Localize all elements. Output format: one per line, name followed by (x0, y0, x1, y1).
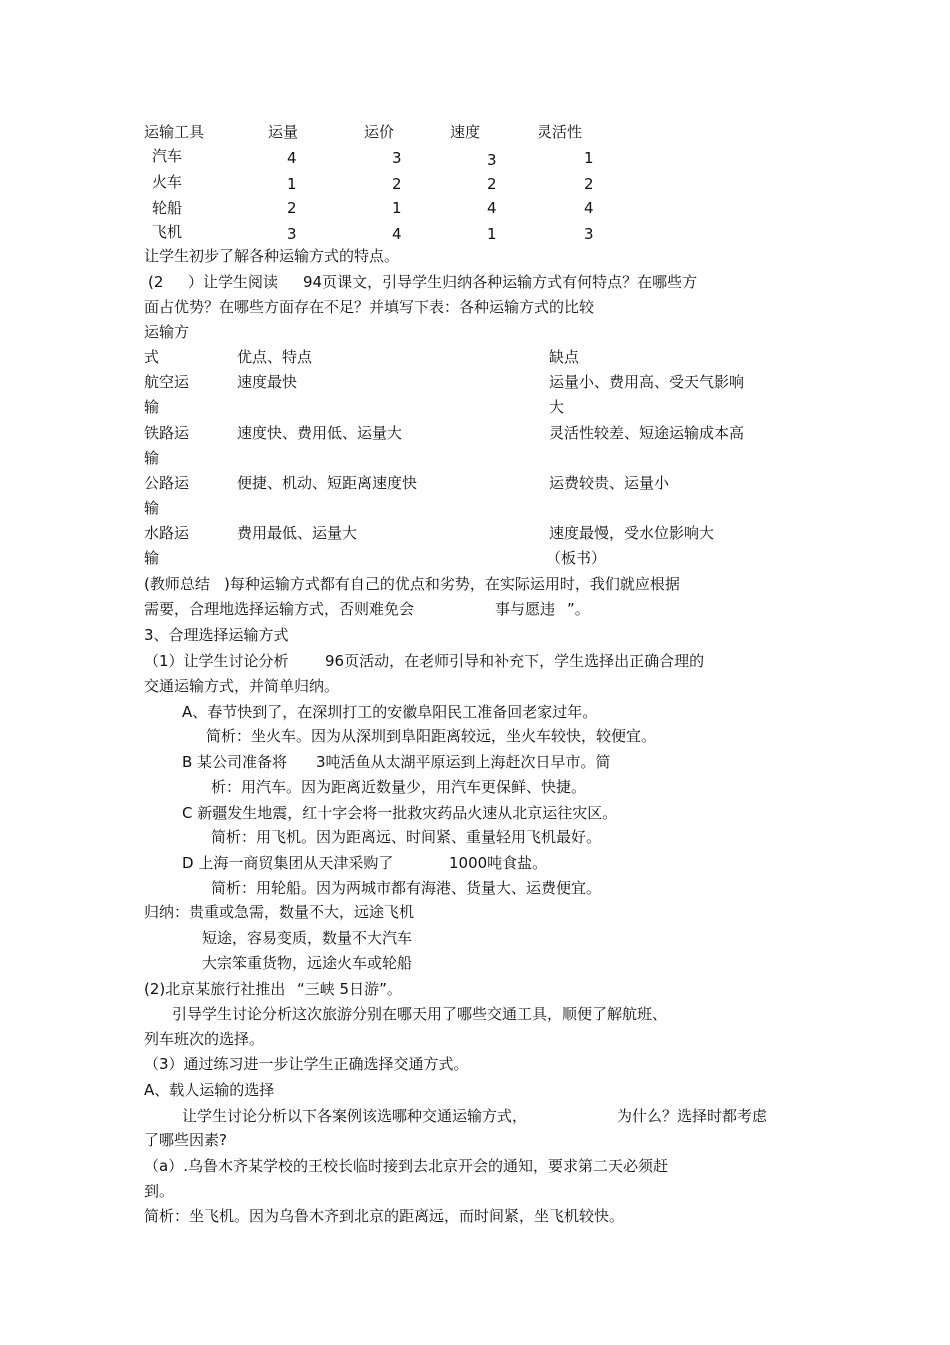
t1-header-price: 运价 (364, 123, 395, 141)
t2-row-mode: 输 (144, 398, 160, 416)
t2-row-pros: 速度最快 (237, 373, 298, 391)
p2-number: (2 (148, 273, 164, 291)
t2-row-cons: 运费较贵、运量小 (549, 474, 670, 492)
s3-p1: （1）让学生讨论分析 (144, 652, 289, 670)
t2-header-cons: 缺点 (549, 348, 580, 366)
conclusion: 短途，容易变质，数量不大汽车 (202, 929, 413, 947)
t2-row-mode: 输 (144, 449, 160, 467)
case-d: D 上海一商贸集团从天津采购了 (182, 854, 394, 872)
t1-row-cell: 1 (287, 175, 297, 193)
section-3-title: 3、合理选择运输方式 (144, 626, 289, 644)
subsection-a-title: A、载人运输的选择 (144, 1081, 275, 1099)
case-a-small: （a）.乌鲁木齐某学校的王校长临时接到去北京开会的通知，要求第二天必须赶 (144, 1157, 668, 1175)
s3-p1: 96页活动，在老师引导和补充下，学生选择出正确合理的 (325, 652, 705, 670)
t2-row-cons: 运量小、费用高、受天气影响 (549, 373, 745, 391)
s3-p2: 列车班次的选择。 (144, 1030, 265, 1048)
t1-row-cell: 轮船 (152, 199, 183, 217)
blackboard-note: （板书） (546, 549, 607, 567)
t1-row-cell: 4 (487, 199, 497, 217)
t2-row-cons: 灵活性较差、短途运输成本高 (549, 424, 745, 442)
t1-row-cell: 4 (584, 199, 594, 217)
p2-text: 94页课文，引导学生归纳各种运输方式有何特点？在哪些方 (303, 273, 698, 291)
t1-header-tool: 运输工具 (144, 123, 205, 141)
s3-p2: 引导学生讨论分析这次旅游分别在哪天用了哪些交通工具，顺便了解航班、 (172, 1005, 668, 1023)
t2-row-cons: 速度最慢，受水位影响大 (549, 524, 715, 542)
subsection-a-text: 为什么？选择时都考虑 (617, 1107, 768, 1125)
t1-row-cell: 1 (584, 149, 594, 167)
s3-p2: (2)北京某旅行社推出 (144, 980, 286, 998)
t1-header-flex: 灵活性 (537, 123, 583, 141)
t2-row-mode: 航空运 (144, 373, 190, 391)
case-d: 1000吨食盐。 (449, 854, 548, 872)
t2-row-cons: 大 (549, 398, 565, 416)
s3-p2: “三峡 5日游”。 (297, 980, 402, 998)
intro-paragraph: 让学生初步了解各种运输方式的特点。 (144, 247, 400, 265)
t1-row-cell: 3 (287, 225, 297, 243)
summary-text: (教师总结 (144, 575, 210, 593)
t1-row-cell: 2 (584, 175, 594, 193)
t1-row-cell: 3 (584, 225, 594, 243)
t1-row-cell: 3 (487, 151, 497, 169)
t2-row-mode: 输 (144, 549, 160, 567)
case-d-answer: 简析：用轮船。因为两城市都有海港、货量大、运费便宜。 (211, 879, 602, 897)
summary-text: ”。 (567, 600, 590, 618)
t1-row-cell: 1 (392, 199, 402, 217)
t2-header-mode: 运输方 (144, 323, 190, 341)
conclusion: 大宗笨重货物，远途火车或轮船 (202, 954, 413, 972)
s3-p1: 交通运输方式，并简单归纳。 (144, 677, 340, 695)
summary-text: )每种运输方式都有自己的优点和劣势，在实际运用时，我们就应根据 (224, 575, 680, 593)
p2-text: 面占优势？在哪些方面存在不足？并填写下表：各种运输方式的比较 (144, 298, 595, 316)
t2-row-mode: 铁路运 (144, 424, 190, 442)
t1-row-cell: 火车 (152, 173, 183, 191)
case-b: 3吨活鱼从太湖平原运到上海赶次日早市。简 (316, 753, 611, 771)
p2-text: ）让学生阅读 (188, 273, 279, 291)
t1-row-cell: 2 (287, 199, 297, 217)
t1-row-cell: 1 (487, 225, 497, 243)
t2-row-pros: 费用最低、运量大 (237, 524, 358, 542)
t2-row-pros: 便捷、机动、短距离速度快 (237, 474, 418, 492)
t1-row-cell: 2 (392, 175, 402, 193)
t1-row-cell: 汽车 (152, 147, 183, 165)
t1-row-cell: 4 (392, 225, 402, 243)
case-a-small: 到。 (144, 1182, 175, 1200)
conclusion: 归纳：贵重或急需，数量不大，远途飞机 (144, 903, 415, 921)
t2-row-mode: 输 (144, 499, 160, 517)
subsection-a-text: 了哪些因素? (144, 1131, 227, 1149)
t1-row-cell: 2 (487, 175, 497, 193)
case-a: A、春节快到了，在深圳打工的安徽阜阳民工准备回老家过年。 (182, 703, 598, 721)
t1-header-volume: 运量 (268, 123, 299, 141)
case-b: B 某公司准备将 (182, 753, 288, 771)
case-c: C 新疆发生地震，红十字会将一批救灾药品火速从北京运往灾区。 (182, 804, 618, 822)
t2-row-mode: 水路运 (144, 524, 190, 542)
case-b-answer: 析：用汽车。因为距离近数量少，用汽车更保鲜、快捷。 (211, 778, 587, 796)
t2-row-mode: 公路运 (144, 474, 190, 492)
t1-row-cell: 3 (392, 149, 402, 167)
t1-row-cell: 飞机 (152, 223, 183, 241)
case-a-answer: 简析：坐火车。因为从深圳到阜阳距离较远，坐火车较快，较便宜。 (206, 727, 657, 745)
t1-header-speed: 速度 (450, 123, 481, 141)
t2-header-mode: 式 (144, 348, 160, 366)
s3-p3: （3）通过练习进一步让学生正确选择交通方式。 (144, 1055, 469, 1073)
t2-header-pros: 优点、特点 (237, 348, 313, 366)
subsection-a-text: 让学生讨论分析以下各案例该选哪种交通运输方式， (182, 1107, 528, 1125)
t1-row-cell: 4 (287, 149, 297, 167)
t2-row-pros: 速度快、费用低、运量大 (237, 424, 403, 442)
summary-text: 需要，合理地选择运输方式，否则难免会 (144, 600, 415, 618)
case-a-small-answer: 简析：坐飞机。因为乌鲁木齐到北京的距离远，而时间紧，坐飞机较快。 (144, 1207, 625, 1225)
case-c-answer: 简析：用飞机。因为距离远、时间紧、重量轻用飞机最好。 (211, 828, 602, 846)
summary-text: 事与愿违 (495, 600, 556, 618)
